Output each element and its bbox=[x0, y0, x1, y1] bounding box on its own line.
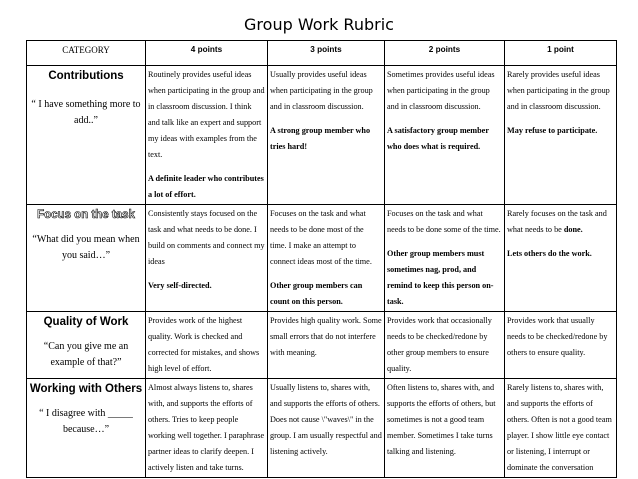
cell-note: A strong group member who tries hard! bbox=[270, 125, 371, 151]
score-cell bbox=[505, 378, 617, 477]
cell-note: A satisfactory group member who does what is required. bbox=[387, 125, 489, 151]
cell-text: Usually listens to, shares with, and supports the efforts of others. Does not cause \"waves\" in the group. I am usually respectful and listening actively. bbox=[270, 382, 382, 456]
table-row bbox=[27, 378, 617, 477]
score-cell bbox=[268, 204, 385, 311]
cell-text: Almost always listens to, shares with, and supports the efforts of others. Tries to keep people working well together. I paraphrase partner ideas to clarify deepen. I actively listen and take turns. bbox=[148, 382, 265, 472]
cell-text: Routinely provides useful ideas when participating in the group and in classroom discussion. I think and talk like an expert and support my ideas with examples from the text. bbox=[148, 70, 265, 159]
cell-note: May refuse to participate. bbox=[507, 125, 598, 135]
score-cell bbox=[268, 378, 385, 477]
category-quote: “Can you give me an example of that?” bbox=[43, 341, 129, 368]
cell-text: Usually provides useful ideas when participating in the group and in classroom discussion. bbox=[270, 70, 373, 111]
category-cell bbox=[27, 378, 146, 477]
score-cell bbox=[385, 204, 505, 311]
table-row bbox=[27, 311, 617, 378]
category-cell bbox=[27, 66, 146, 205]
cell-text: Sometimes provides useful ideas when participating in the group and in classroom discussion. bbox=[387, 70, 495, 111]
score-cell bbox=[146, 311, 268, 378]
header-3-points: 3 points bbox=[268, 41, 385, 66]
cell-text: Rarely listens to, shares with, and supports the efforts of others. Often is not a good team player. I show little eye contact or listening, I interrupt or dominate the conversation bbox=[507, 382, 612, 472]
category-name: Working with Others bbox=[29, 382, 143, 395]
cell-text bbox=[507, 206, 614, 238]
cell-text: Provides work that usually needs to be checked/redone by others to ensure quality. bbox=[507, 315, 608, 357]
cell-note: Other group members can count on this person. bbox=[270, 280, 363, 306]
table-row bbox=[27, 204, 617, 311]
score-cell bbox=[146, 66, 268, 205]
cell-text: Provides work of the highest quality. Work is checked and corrected for mistakes, and shows high level of effort. bbox=[148, 315, 260, 373]
cell-text-bold: done. bbox=[563, 224, 583, 234]
cell-note: Other group members must sometimes nag, prod, and remind to keep this person on-task. bbox=[387, 248, 494, 306]
cell-note: Lets others do the work. bbox=[507, 248, 592, 258]
cell-note: Very self-directed. bbox=[148, 280, 212, 290]
rubric-table bbox=[26, 40, 617, 478]
score-cell bbox=[505, 204, 617, 311]
category-cell bbox=[27, 311, 146, 378]
header-1-point: 1 point bbox=[505, 41, 617, 66]
score-cell bbox=[146, 204, 268, 311]
cell-text: Rarely provides useful ideas when participating in the group and in classroom discussion. bbox=[507, 70, 610, 111]
score-cell bbox=[385, 311, 505, 378]
category-cell bbox=[27, 204, 146, 311]
cell-text-part: Rarely focuses on the task and what needs to be bbox=[507, 208, 607, 234]
cell-note: A definite leader who contributes a lot of effort. bbox=[148, 173, 264, 199]
score-cell bbox=[385, 378, 505, 477]
cell-text: Consistently stays focused on the task and what needs to be done. I build on comments and connect my ideas bbox=[148, 208, 265, 266]
score-cell bbox=[146, 378, 268, 477]
category-quote: “ I have something more to add..” bbox=[31, 99, 141, 126]
category-quote: “ I disagree with _____ because…” bbox=[39, 408, 133, 435]
cell-text: Provides work that occasionally needs to be checked/redone by other group members to ensure quality. bbox=[387, 315, 492, 373]
page-title: Group Work Rubric bbox=[244, 15, 394, 34]
score-cell bbox=[505, 311, 617, 378]
score-cell bbox=[505, 66, 617, 205]
category-name: Contributions bbox=[48, 70, 124, 82]
category-quote: “What did you mean when you said…” bbox=[32, 234, 140, 261]
score-cell bbox=[385, 66, 505, 205]
header-4-points: 4 points bbox=[146, 41, 268, 66]
category-name: Quality of Work bbox=[43, 315, 129, 328]
header-2-points: 2 points bbox=[385, 41, 505, 66]
header-row bbox=[27, 41, 617, 66]
score-cell bbox=[268, 311, 385, 378]
cell-text: Often listens to, shares with, and supports the efforts of others, but sometimes is not a good team member. Sometimes I take turns talking and listening. bbox=[387, 382, 496, 456]
cell-text: Focuses on the task and what needs to be done most of the time. I make an attempt to connect ideas most of the time. bbox=[270, 208, 372, 266]
cell-text: Focuses on the task and what needs to be done some of the time. bbox=[387, 208, 501, 234]
cell-text: Provides high quality work. Some small errors that do not interfere with meaning. bbox=[270, 315, 382, 357]
header-category: CATEGORY bbox=[27, 41, 146, 66]
table-row bbox=[27, 66, 617, 205]
score-cell bbox=[268, 66, 385, 205]
category-name: Focus on the task bbox=[37, 208, 135, 221]
